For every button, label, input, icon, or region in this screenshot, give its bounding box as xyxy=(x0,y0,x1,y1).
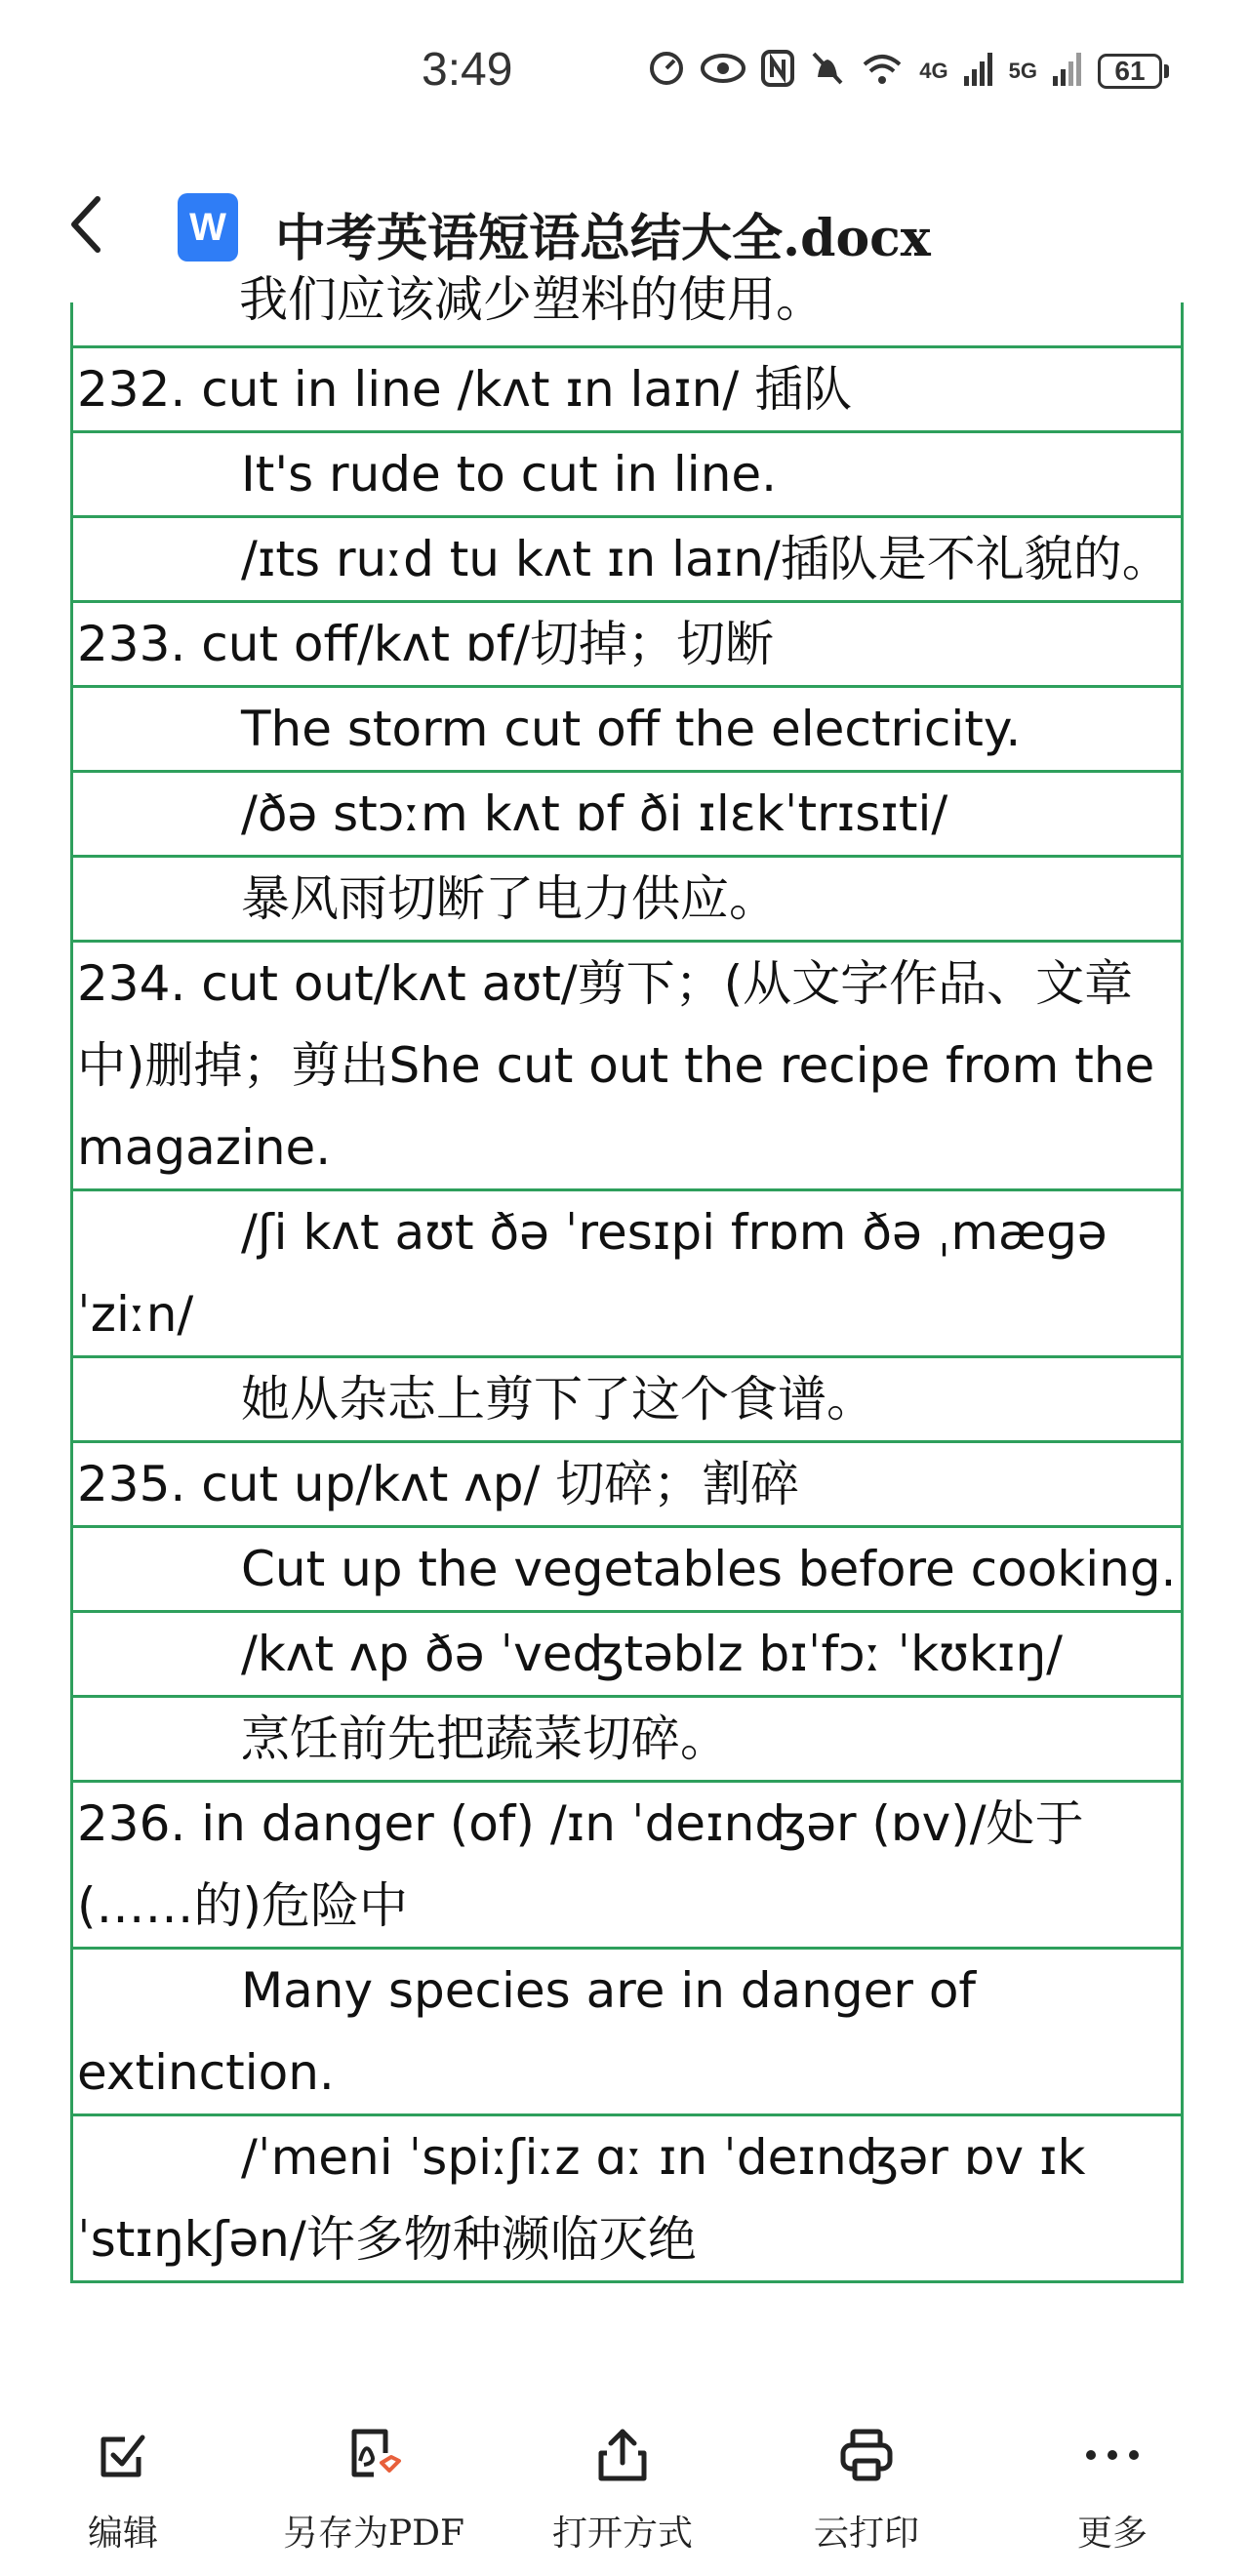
table-row: /kʌt ʌp ðə ˈveʤtəblz bɪˈfɔː ˈkʊkɪŋ/ xyxy=(73,1613,1181,1698)
table-row: 235. cut up/kʌt ʌp/ 切碎；割碎 xyxy=(73,1443,1181,1528)
table-row: /ðə stɔːm kʌt ɒf ði ɪlɛkˈtrɪsɪti/ xyxy=(73,773,1181,858)
mute-icon xyxy=(810,50,845,94)
battery-tip xyxy=(1164,64,1169,78)
table-row: 236. in danger (of) /ɪn ˈdeɪnʤər (ɒv)/处于(……的)危险中 xyxy=(73,1783,1181,1950)
more-label: 更多 xyxy=(1076,2514,1148,2554)
printer-icon xyxy=(835,2424,898,2486)
table-row: 她从杂志上剪下了这个食谱。 xyxy=(73,1358,1181,1443)
table-row: 234. cut out/kʌt aʊt/剪下；(从文字作品、文章中)删掉；剪出She cut out the recipe from the magazine. xyxy=(73,943,1181,1191)
document-viewport[interactable] xyxy=(0,271,1249,2381)
status-bar xyxy=(0,0,1249,146)
more-button[interactable] xyxy=(1005,2381,1220,2576)
signal-4g-label: 4G xyxy=(919,59,948,83)
pdf-icon xyxy=(342,2424,405,2486)
edit-button[interactable] xyxy=(16,2381,230,2576)
cloud-print-label: 云打印 xyxy=(813,2514,919,2554)
table-row: 233. cut off/kʌt ɒf/切掉；切断 xyxy=(73,603,1181,688)
table-row: /ˈmeni ˈspiːʃiːz ɑː ɪn ˈdeɪnʤər ɒv ɪkˈstɪŋkʃən/许多物种濒临灭绝 xyxy=(73,2116,1181,2283)
table-row: 烹饪前先把蔬菜切碎。 xyxy=(73,1698,1181,1783)
cloud-print-button[interactable] xyxy=(759,2381,974,2576)
speed-icon xyxy=(648,50,685,94)
save-as-pdf-button[interactable] xyxy=(266,2381,481,2576)
battery-icon xyxy=(1098,54,1169,89)
open-with-label: 打开方式 xyxy=(551,2514,693,2554)
edit-check-icon xyxy=(92,2424,154,2486)
table-row: 232. cut in line /kʌt ɪn laɪn/ 插队 xyxy=(73,348,1181,433)
document-table xyxy=(70,271,1184,2283)
table-row: Cut up the vegetables before cooking. xyxy=(73,1528,1181,1613)
status-time: 3:49 xyxy=(422,44,513,96)
edit-label: 编辑 xyxy=(87,2514,158,2554)
battery-level: 61 xyxy=(1098,54,1162,89)
more-dots-icon xyxy=(1081,2424,1144,2486)
table-row-text: 我们应该减少塑料的使用。 xyxy=(239,271,825,328)
signal-4g-icon xyxy=(964,51,993,93)
save-as-pdf-label: 另存为PDF xyxy=(282,2514,465,2554)
bottom-toolbar xyxy=(0,2381,1249,2576)
document-title: 中考英语短语总结大全.docx xyxy=(275,209,931,268)
share-icon xyxy=(591,2424,654,2486)
table-row: /ʃi kʌt aʊt ðə ˈresɪpi frɒm ðə ˌmæɡəˈziːn/ xyxy=(73,1191,1181,1358)
table-row: The storm cut off the electricity. xyxy=(73,688,1181,773)
back-arrow-icon xyxy=(59,187,117,262)
table-row xyxy=(73,271,1181,348)
table-row: Many species are in danger of extinction. xyxy=(73,1950,1181,2116)
signal-5g-icon xyxy=(1053,51,1082,93)
table-row: /ɪts ruːd tu kʌt ɪn laɪn/插队是不礼貌的。 xyxy=(73,518,1181,603)
open-with-button[interactable] xyxy=(515,2381,730,2576)
status-icons xyxy=(648,47,1169,96)
eye-icon xyxy=(701,53,745,91)
wifi-icon xyxy=(861,51,904,93)
word-doc-icon: W xyxy=(178,193,238,262)
table-row: 暴风雨切断了电力供应。 xyxy=(73,858,1181,943)
signal-5g-label: 5G xyxy=(1008,59,1037,83)
nfc-icon xyxy=(761,50,794,94)
back-button[interactable] xyxy=(59,187,117,262)
table-row: It's rude to cut in line. xyxy=(73,433,1181,518)
